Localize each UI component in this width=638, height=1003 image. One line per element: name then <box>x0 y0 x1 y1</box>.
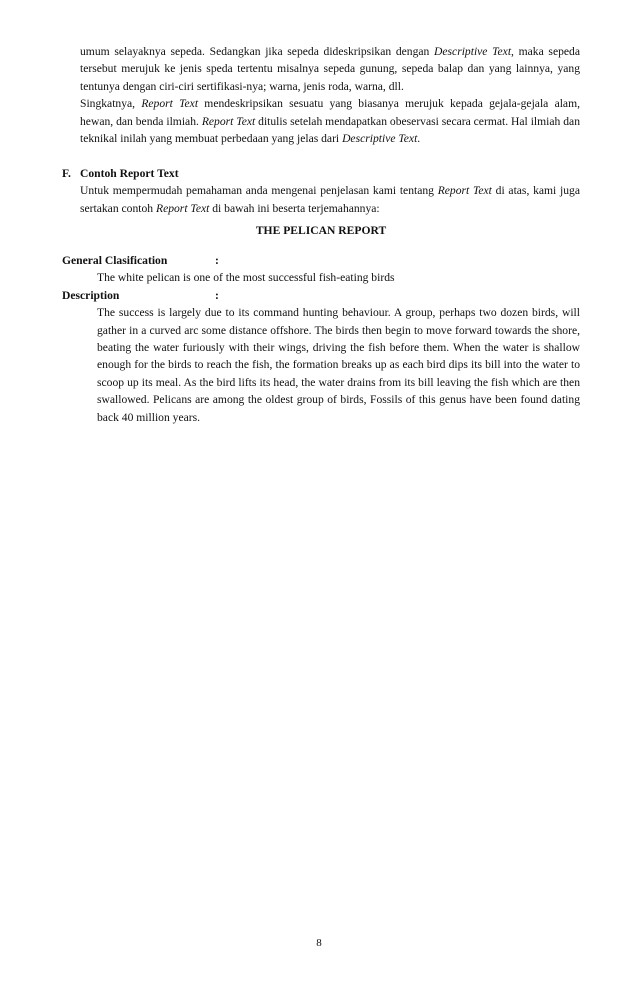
text-run: di bawah ini beserta terjemahannya: <box>209 201 380 215</box>
section-f <box>62 165 580 217</box>
colon: : <box>215 288 219 302</box>
text-run: . <box>417 132 421 146</box>
description-label: Description <box>62 288 120 302</box>
general-classification-row <box>62 252 580 269</box>
intro-paragraph-1 <box>80 43 580 95</box>
text-run: , maka sepeda tersebut merujuk ke jenis speda tertentu misalnya sepeda gunung, sepeda balap dan yang lainnya, yang tentunya dengan ciri-ciri sertifikasi-nya; warna, jenis roda, warna, dll. <box>80 45 580 93</box>
text-run: umum selayaknya sepeda. Sedangkan jika sepeda dideskripsikan dengan <box>80 45 435 58</box>
emphasis-report-text: Report Text <box>201 114 256 128</box>
section-body <box>80 182 580 217</box>
text-run: Singkatnya, <box>80 97 142 111</box>
intro-paragraphs <box>80 43 580 147</box>
description-text: The success is largely due to its command hunting behaviour. A group, perhaps two dozen birds, will gather in a curved arc some distance offshore. The birds then begin to move forward towards the shore, beating the water furiously with their wings, driving the fish before them. When the water is shallow enough for the birds to reach the fish, the formation breaks up as each bird dips its bill into the water to scoop up its meal. As the bird lifts its head, the water drains from its bill leaving the fish which are then swallowed. Pelicans are among the oldest group of birds, Fossils of this genus have been found dating back 40 million years. <box>97 306 580 424</box>
section-title: Contoh Report Text <box>80 167 179 180</box>
section-letter: F. <box>62 167 71 180</box>
text-run: Untuk mempermudah pemahaman anda mengenai penjelasan kami tentang <box>80 184 438 198</box>
emphasis-descriptive-text: Descriptive Text <box>434 45 512 58</box>
text-run: ditulis setelah mendapatkan obeservasi secara cermat. Hal ilmiah dan teknikal inilah yang membuat perbedaan yang jelas dari <box>80 114 580 146</box>
report-title: THE PELICAN REPORT <box>255 224 387 237</box>
text-run: mendeskripsikan sesuatu yang biasanya merujuk kepada gejala-gejala alam, hewan, dan benda ilmiah. <box>80 97 580 128</box>
general-classification-text: The white pelican is one of the most successful fish-eating birds <box>97 271 395 285</box>
page-number: 8 <box>316 937 322 949</box>
emphasis-descriptive-text: Descriptive Text <box>342 132 418 146</box>
report-body <box>62 252 580 426</box>
emphasis-report-text: Report Text <box>155 201 210 215</box>
section-heading <box>62 165 580 182</box>
intro-paragraph-2 <box>80 95 580 147</box>
text-run: di atas, kami juga sertakan contoh <box>80 184 580 215</box>
description-row <box>62 287 580 304</box>
emphasis-report-text: Report Text <box>437 184 492 198</box>
general-classification-label: General Clasification <box>62 254 168 267</box>
colon: : <box>215 254 219 267</box>
emphasis-report-text: Report Text <box>141 97 199 111</box>
